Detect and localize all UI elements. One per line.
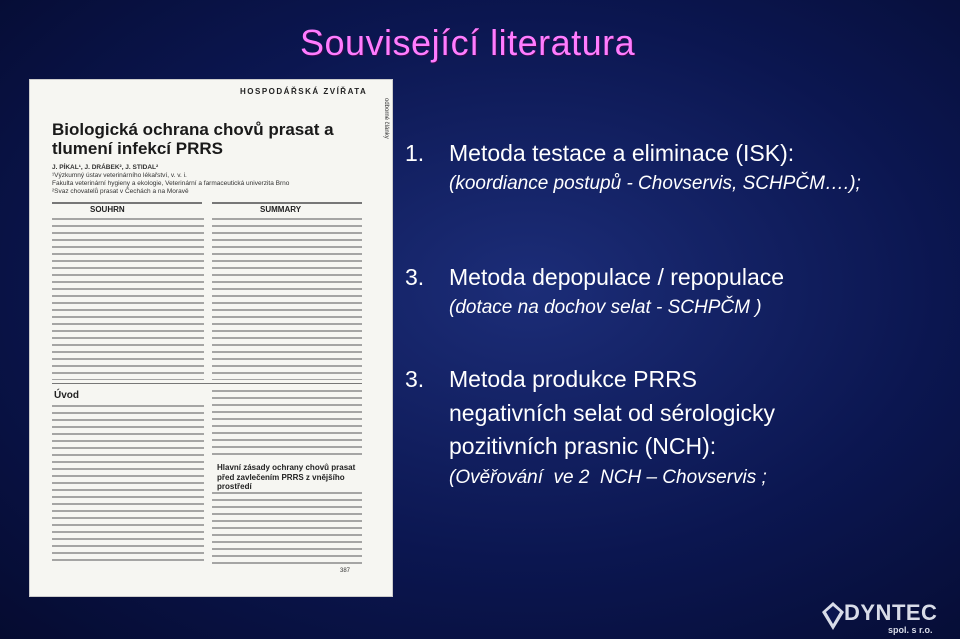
list-item-sub: (koordiance postupů - Chovservis, SCHPČM….); [449, 173, 861, 194]
article-souhrn-heading: SOUHRN [90, 205, 125, 214]
list-item-text-line: negativních selat od sérologicky [449, 400, 776, 426]
article-affiliation-3: ²Svaz chovatelů prasat v Čechách a na Moravě [52, 188, 189, 195]
article-affiliation-2: Fakulta veterinární hygieny a ekologie, Veterinární a farmaceutická univerzita Brno [52, 180, 290, 187]
list-item-sub: (dotace na dochov selat - SCHPČM ) [449, 297, 762, 318]
article-authors [52, 164, 392, 196]
list-item [405, 264, 784, 320]
article-text-block [212, 390, 362, 458]
list-item-sub: (Ověřování ve 2 NCH – Chovservis ; [449, 467, 767, 488]
article-scan [30, 80, 392, 596]
divider [52, 383, 362, 384]
article-author-names: J. PÍKAL¹, J. DRÁBEK², J. STIDAL² [52, 164, 159, 171]
list-item-text-line: pozitivních prasnic (NCH): [449, 433, 717, 459]
list-item-text: Metoda testace a eliminace (ISK): [449, 140, 795, 166]
company-logo [822, 600, 942, 636]
list-item-text-line: Metoda produkce PRRS [449, 366, 698, 392]
article-page-number: 387 [340, 568, 351, 574]
article-summary-heading: SUMMARY [260, 205, 302, 214]
article-text-block [52, 218, 204, 380]
article-title: Biologická ochrana chovů prasat a tlumení infekcí PRRS [52, 120, 334, 158]
logo-name: DYNTEC [844, 600, 938, 625]
list-item [405, 140, 869, 196]
article-header: HOSPODÁŘSKÁ ZVÍŘATA [240, 87, 368, 96]
list-item-number: 3. [405, 366, 425, 392]
article-side-label: odborné články [383, 98, 389, 139]
article-box-heading: Hlavní zásady ochrany chovů prasat před zavlečením PRRS z vnějšího prostředí [217, 463, 356, 491]
article-text-block [52, 405, 204, 563]
slide-title: Související literatura [300, 22, 636, 63]
diamond-icon [820, 600, 846, 632]
list-item [405, 366, 775, 490]
article-text-block [212, 492, 362, 564]
divider [52, 202, 202, 204]
divider [212, 202, 362, 204]
article-affiliation-1: ¹Výzkumný ústav veterinárního lékařství, v. v. i. [52, 172, 187, 179]
list-item-text: Metoda depopulace / repopulace [449, 264, 785, 290]
logo-sub: spol. s r.o. [888, 625, 933, 635]
article-uvod-heading: Úvod [54, 390, 79, 401]
article-text-block [212, 218, 362, 380]
list-item-number: 1. [405, 140, 425, 166]
list-item-number: 3. [405, 264, 425, 290]
